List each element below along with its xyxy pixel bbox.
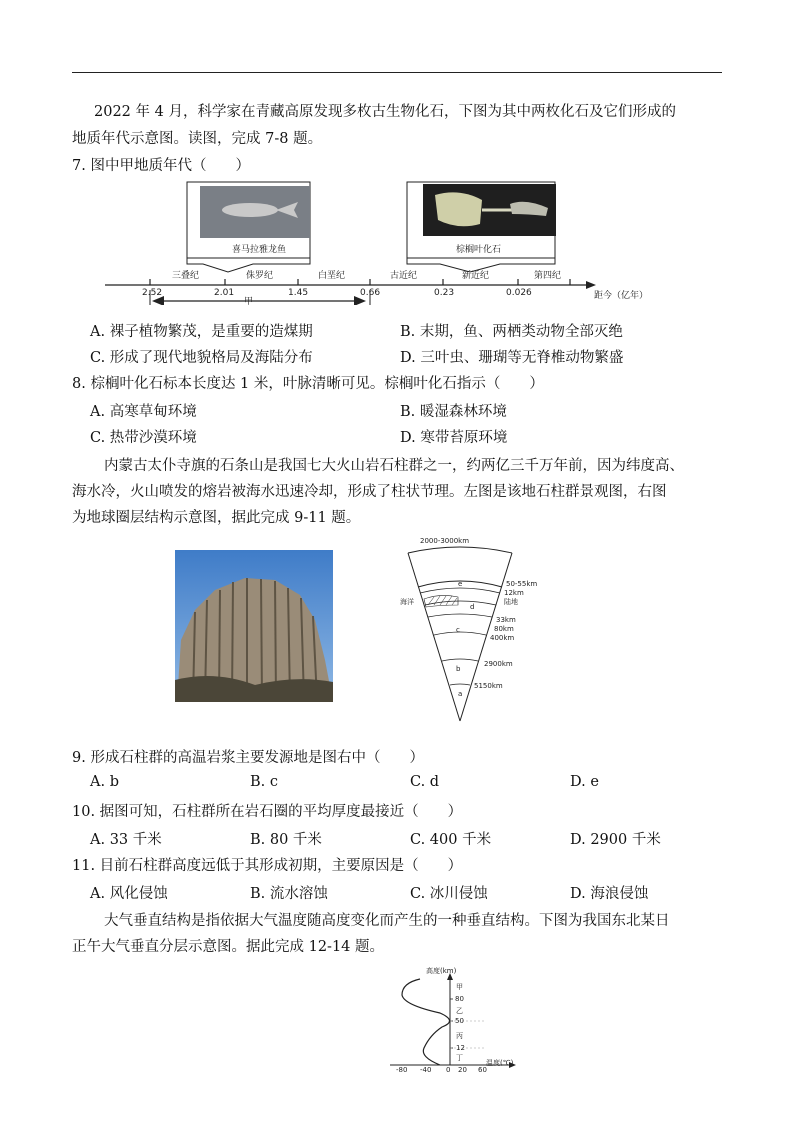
intro3-line1: 大气垂直结构是指依据大气温度随高度变化而产生的一种垂直结构。下图为我国东北某日 (104, 913, 670, 929)
fossil-left-caption: 喜马拉雅龙鱼 (232, 245, 287, 255)
xtick-20: 20 (458, 1066, 467, 1074)
depth-33: 33km (496, 616, 516, 624)
intro2-line3: 为地球圈层结构示意图，据此完成 9-11 题。 (72, 510, 361, 526)
q9-option-c: C. d (410, 774, 440, 790)
q10-stem: 10. 据图可知，石柱群所在岩石圈的平均厚度最接近（ ） (72, 804, 463, 820)
layer-a: a (458, 690, 463, 698)
intro2-line1: 内蒙古太仆寺旗的石条山是我国七大火山岩石柱群之一，约两亿三千万年前，因为纬度高、 (104, 458, 684, 474)
layer-yi: 乙 (456, 1007, 463, 1015)
tick-066: 0.66 (360, 288, 381, 298)
q10-option-d: D. 2900 千米 (570, 832, 661, 848)
layer-c: c (456, 626, 460, 634)
fish-icon (222, 203, 278, 217)
layer-b: b (456, 665, 461, 673)
tick-023: 0.23 (434, 288, 455, 298)
q8-option-b: B. 暖湿森林环境 (400, 404, 507, 420)
atmo-xlabel: 温度(℃) (486, 1059, 514, 1067)
q11-option-a: A. 风化侵蚀 (90, 886, 168, 902)
tick-201: 2.01 (214, 288, 235, 298)
header-rule (72, 72, 722, 73)
earth-top-label: 2000-3000km (420, 537, 470, 545)
layer-ding: 丁 (456, 1054, 463, 1062)
q7-option-a: A. 裸子植物繁茂，是重要的造煤期 (90, 324, 313, 340)
period-quaternary: 第四纪 (534, 271, 562, 281)
intro3-line2: 正午大气垂直分层示意图。据此完成 12-14 题。 (72, 939, 385, 955)
ytick-12: 12 (456, 1044, 465, 1052)
xtick-60: 60 (478, 1066, 487, 1074)
layer-d: d (470, 603, 475, 611)
layer-bing: 丙 (456, 1032, 463, 1040)
q7-option-c: C. 形成了现代地貌格局及海陆分布 (90, 350, 313, 366)
q8-stem: 8. 棕榈叶化石标本长度达 1 米，叶脉清晰可见。棕榈叶化石指示（ ） (72, 376, 544, 392)
period-jurassic: 侏罗纪 (246, 271, 274, 281)
xtick-m40: -40 (420, 1066, 432, 1074)
depth-12: 12km (504, 589, 524, 597)
q7-stem: 7. 图中甲地质年代（ ） (72, 158, 250, 174)
span-label-jia: 甲 (244, 297, 254, 307)
axis-label: 距今（亿年） (594, 291, 649, 301)
q9-option-a: A. b (90, 774, 119, 790)
ytick-80: 80 (455, 995, 464, 1003)
xtick-0: 0 (446, 1066, 451, 1074)
intro2-line2: 海水冷，火山喷发的熔岩被海水迅速冷却，形成了柱状节理。左图是该地石柱群景观图，右图 (72, 484, 667, 500)
palm-leaf-icon (435, 192, 482, 226)
q11-option-c: C. 冰川侵蚀 (410, 886, 488, 902)
geologic-timeline-figure (100, 180, 680, 305)
q9-option-b: B. c (250, 774, 278, 790)
layer-jia: 甲 (456, 983, 463, 991)
atmo-ylabel: 高度(km) (426, 967, 457, 975)
q7-option-d: D. 三叶虫、珊瑚等无脊椎动物繁盛 (400, 350, 624, 366)
layer-e: e (458, 580, 463, 588)
q10-option-c: C. 400 千米 (410, 832, 492, 848)
depth-400: 400km (490, 634, 515, 642)
period-triassic: 三叠纪 (172, 271, 200, 281)
q8-option-a: A. 高寒草甸环境 (90, 404, 197, 420)
period-neogene: 新近纪 (462, 271, 490, 281)
fossil-right-caption: 棕榈叶化石 (456, 245, 502, 255)
temperature-curve (402, 979, 450, 1065)
q10-option-a: A. 33 千米 (90, 832, 162, 848)
tick-0026: 0.026 (506, 288, 532, 298)
q11-option-b: B. 流水溶蚀 (250, 886, 328, 902)
tick-145: 1.45 (288, 288, 309, 298)
q8-option-c: C. 热带沙漠环境 (90, 430, 197, 446)
tick-252: 2.52 (142, 288, 163, 298)
land-label: 陆地 (504, 598, 518, 606)
q11-option-d: D. 海浪侵蚀 (570, 886, 649, 902)
period-paleogene: 古近纪 (390, 271, 418, 281)
q9-stem: 9. 形成石柱群的高温岩浆主要发源地是图右中（ ） (72, 750, 424, 766)
intro1-line1: 2022 年 4 月，科学家在青藏高原发现多枚古生物化石，下图为其中两枚化石及它们形成的 (94, 104, 676, 120)
stone-column-photo (175, 550, 333, 702)
depth-50-55: 50-55km (506, 580, 538, 588)
ytick-50: 50 (455, 1017, 464, 1025)
depth-5150: 5150km (474, 682, 503, 690)
q9-option-d: D. e (570, 774, 599, 790)
q10-option-b: B. 80 千米 (250, 832, 322, 848)
ocean-label: 海洋 (400, 598, 414, 606)
intro1-line2: 地质年代示意图。读图，完成 7-8 题。 (72, 131, 323, 147)
q11-stem: 11. 目前石柱群高度远低于其形成初期，主要原因是（ ） (72, 858, 463, 874)
xtick-m80: -80 (396, 1066, 408, 1074)
depth-80: 80km (494, 625, 514, 633)
period-cretaceous: 白垩纪 (318, 271, 346, 281)
q8-option-d: D. 寒带苔原环境 (400, 430, 508, 446)
depth-2900: 2900km (484, 660, 513, 668)
q7-option-b: B. 末期，鱼、两栖类动物全部灭绝 (400, 324, 623, 340)
